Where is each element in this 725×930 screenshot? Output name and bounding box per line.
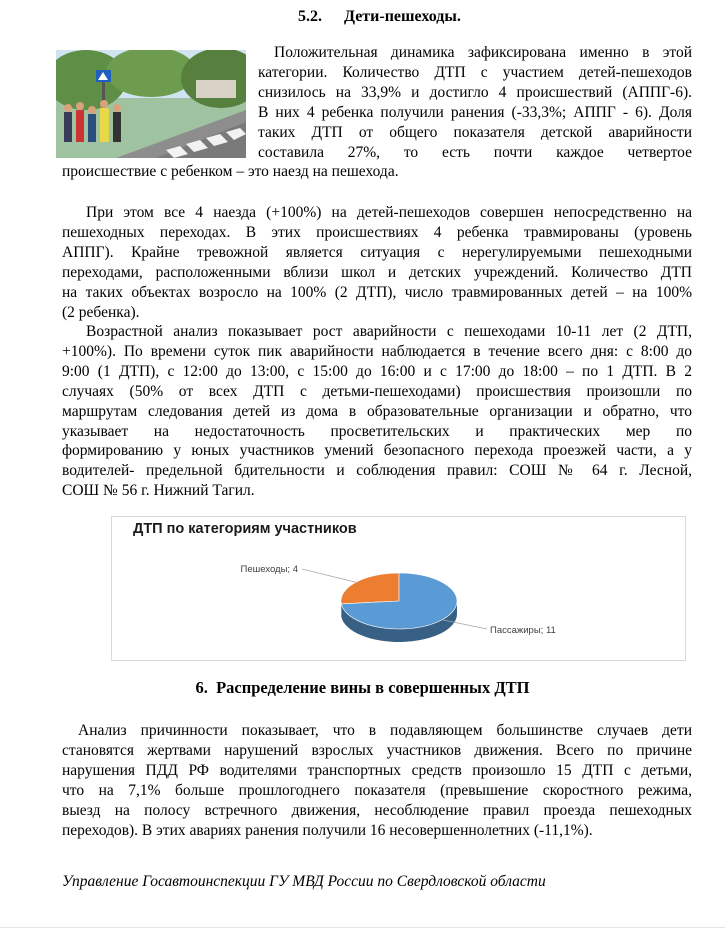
pie-data-label: Пассажиры; 11 bbox=[490, 625, 556, 636]
pie-chart bbox=[111, 516, 686, 661]
section-5-2-heading bbox=[298, 8, 461, 26]
text-line: составила 27%, то есть почти каждое четвертое bbox=[258, 143, 692, 161]
text-line: Положительная динамика зафиксирована именно в этой bbox=[274, 44, 692, 61]
text-line: категории. Количество ДТП с участием детей-пешеходов bbox=[258, 63, 692, 81]
section-title: Распределение вины в совершенных ДТП bbox=[216, 678, 530, 697]
pie-slice-Пешеходы bbox=[341, 573, 399, 604]
text-line: происшествие с ребенком – это наезд на пешехода. bbox=[62, 163, 399, 181]
text-line: на таких объектах возросло на 100% (2 ДТП), число травмированных детей – на 100% bbox=[62, 283, 692, 301]
section-5-2-paragraph-2 bbox=[62, 203, 692, 322]
text-line: указывает на недостаточность просветительских и практических мер по bbox=[62, 422, 692, 440]
section-5-2-paragraph-1 bbox=[62, 43, 692, 182]
text-line: что на 7,1% больше прошлогоднего показателя (превышение скоростного режима, bbox=[62, 781, 692, 799]
chart-title: ДТП по категориям участников bbox=[133, 521, 357, 537]
text-line: При этом все 4 наезда (+100%) на детей-пешеходов совершен непосредственно на bbox=[86, 204, 692, 221]
text-line: маршрутам следования детей из дома в образовательные организации и обратно, что bbox=[62, 402, 692, 420]
text-line: становятся жертвами нарушений взрослых участников движения. Всего по причине bbox=[62, 741, 692, 759]
pie-data-label: Пешеходы; 4 bbox=[240, 564, 298, 575]
footer-divider bbox=[0, 927, 725, 928]
text-line: 9:00 (1 ДТП), с 12:00 до 13:00, с 15:00 до 16:00 и с 17:00 до 18:00 – по 1 ДТП. В 2 bbox=[62, 362, 692, 380]
pie-leader-line bbox=[302, 569, 356, 582]
text-line: Анализ причинности показывает, что в подавляющем большинстве случаев дети bbox=[78, 722, 692, 739]
text-line: случаях (50% от всех ДТП с детьми-пешеходами) происшествия произошли по bbox=[62, 382, 692, 400]
text-line: выезд на полосу встречного движения, несоблюдение правил проезда пешеходных bbox=[62, 801, 692, 819]
footer-organization: Управление Госавтоинспекции ГУ МВД России по Свердловской области bbox=[62, 873, 546, 890]
text-line: +100%). По времени суток пик аварийности наблюдается в течение всего дня: с 8:00 до bbox=[62, 342, 692, 360]
section-number: 6. bbox=[195, 678, 208, 697]
text-line: В них 4 ребенка получили ранения (-33,3%; АППГ - 6). Доля bbox=[258, 103, 692, 121]
section-5-2-paragraph-3 bbox=[62, 322, 692, 501]
text-line: (2 ребенка). bbox=[62, 303, 140, 321]
text-line: снизилось на 33,9% и достигло 4 происшествий (АППГ-6). bbox=[258, 83, 692, 101]
text-line: пешеходных переходах. В этих происшествиях 4 ребенка травмированы (уровень bbox=[62, 223, 692, 241]
section-number: 5.2. bbox=[298, 8, 322, 25]
text-line: СОШ № 56 г. Нижний Тагил. bbox=[62, 482, 255, 500]
section-6-paragraph bbox=[62, 721, 692, 840]
text-line: водителей- предельной бдительности и соблюдения правил: СОШ № 64 г. Лесной, bbox=[62, 462, 692, 480]
text-line: Возрастной анализ показывает рост аварийности с пешеходами 10-11 лет (2 ДТП, bbox=[86, 323, 692, 340]
text-line: нарушения ПДД РФ водителями транспортных средств произошло 15 ДТП с детьми, bbox=[62, 761, 692, 779]
text-line: переходов). В этих авариях ранения получили 16 несовершеннолетних (-11,1%). bbox=[62, 821, 593, 839]
text-line: таких ДТП от общего показателя детской аварийности bbox=[258, 123, 692, 141]
section-title: Дети-пешеходы. bbox=[344, 8, 461, 25]
pie-chart-canvas bbox=[112, 517, 685, 660]
text-line: АППГ). Крайне тревожной является ситуация с нерегулируемыми пешеходными bbox=[62, 243, 692, 261]
section-6-heading bbox=[0, 678, 725, 698]
text-line: переходами, расположенными вблизи школ и детских учреждений. Количество ДТП bbox=[62, 263, 692, 281]
text-line: формированию у юных участников умений безопасного перехода проезжей части, а у bbox=[62, 442, 692, 460]
